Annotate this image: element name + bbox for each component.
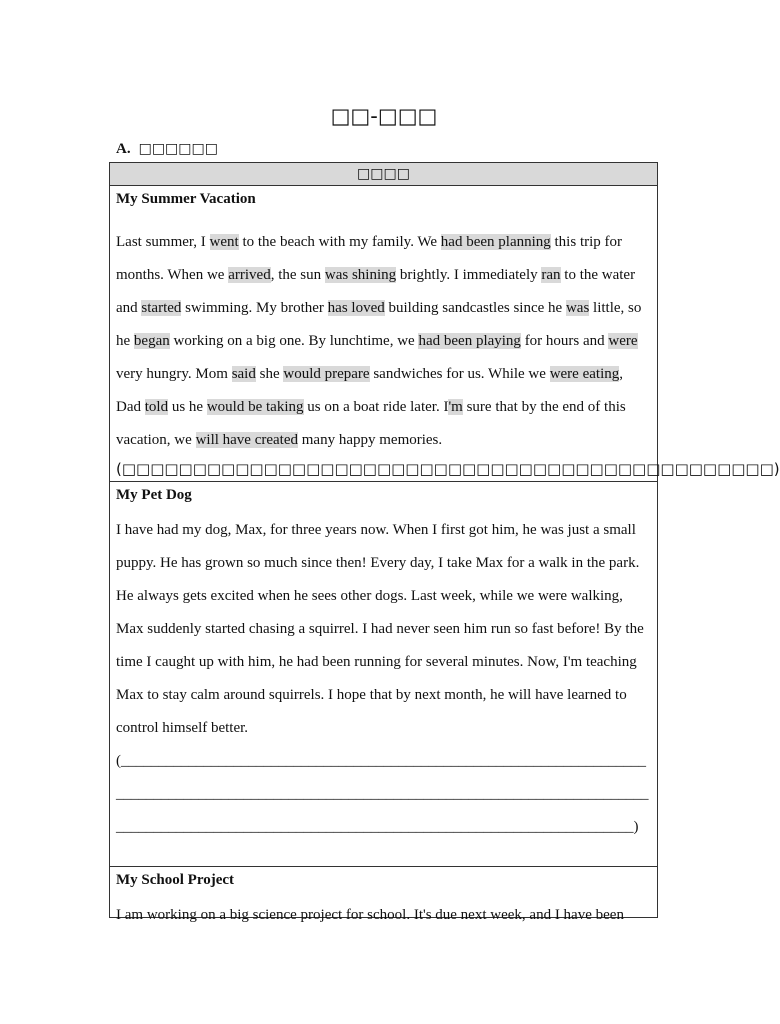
highlighted-verb: were — [608, 333, 638, 349]
highlighted-verb: began — [133, 333, 170, 349]
text-segment: us on a boat ride later. I — [303, 399, 449, 415]
highlighted-verb: had been planning — [440, 234, 551, 250]
text-segment: sure that by the end of this vacation, we — [116, 399, 626, 448]
page-title: □□-□□□ — [330, 104, 438, 128]
passage-text: I have had my dog, Max, for three years now. When I first got him, he was just a small puppy. He has grown so much since then! Every day, I take Max for a walk in the park. He always gets excited when he sees other dogs. Last week, while we were walking, Max suddenly started chasing a squirrel. I had never seen him run so fast before! By the time I caught up with him, he had been running for several minutes. Now, I'm teaching Max to stay calm around squirrels. I hope that by next month, he will have learned to control himself better. — [116, 522, 644, 736]
passage-text: I am working on a big science project for school. It's due next week, and I have been — [116, 907, 624, 923]
highlighted-verb: would be taking — [206, 399, 304, 415]
section-label — [116, 141, 218, 158]
passage-school-project — [110, 867, 657, 923]
answer-blank-line-1[interactable]: (______________________________________________________________________ — [116, 753, 646, 769]
highlighted-verb: were eating — [549, 366, 620, 382]
highlighted-verb: told — [144, 399, 169, 415]
highlighted-verb: said — [231, 366, 256, 382]
text-segment: to the beach with my family. We — [238, 234, 441, 250]
text-segment: , Dad — [116, 366, 623, 415]
text-segment: to the water and — [116, 267, 636, 316]
text-segment: for hours and — [520, 333, 609, 349]
highlighted-verb: would prepare — [283, 366, 370, 382]
highlighted-verb: went — [209, 234, 239, 250]
passage-note: (□□□□□□□□□□□□□□□□□□□□□□□□□□□□□□□□□□□□□□□□□□□□□□) — [116, 460, 780, 478]
passage-pet-dog — [110, 482, 657, 867]
highlighted-verb: 'm — [448, 399, 463, 415]
text-segment: she — [255, 366, 284, 382]
passage-summer-vacation — [110, 186, 780, 482]
section-letter: A. — [116, 141, 131, 157]
text-segment: this trip for months. When we — [116, 234, 623, 283]
passage-title: My Summer Vacation — [116, 191, 256, 207]
section-heading: □□□□□□ — [138, 141, 218, 157]
text-segment: working on a big one. By lunchtime, we — [169, 333, 419, 349]
answer-blank-line-3[interactable]: _____________________________________________________________________) — [116, 819, 639, 835]
text-segment: us he — [168, 399, 207, 415]
text-segment: brightly. I immediately — [396, 267, 542, 283]
text-segment: very hungry. Mom — [116, 366, 232, 382]
passage-text — [116, 226, 651, 457]
text-segment: little, so he — [116, 300, 642, 349]
text-segment: sandwiches for us. While we — [369, 366, 550, 382]
passage-title: My Pet Dog — [116, 487, 192, 503]
highlighted-verb: was — [565, 300, 590, 316]
table-header: □□□□ — [110, 163, 657, 186]
highlighted-verb: arrived — [228, 267, 271, 283]
highlighted-verb: started — [141, 300, 182, 316]
text-segment: building sandcastles since he — [384, 300, 566, 316]
text-segment: Last summer, I — [116, 234, 210, 250]
text-segment: swimming. My brother — [181, 300, 328, 316]
passage-title: My School Project — [116, 872, 235, 888]
text-segment: many happy memories. — [298, 432, 443, 448]
highlighted-verb: was shining — [324, 267, 397, 283]
highlighted-verb: had been playing — [418, 333, 521, 349]
highlighted-verb: has loved — [327, 300, 385, 316]
answer-blank-line-2[interactable]: _______________________________________________________________________ — [116, 786, 649, 802]
highlighted-verb: will have created — [195, 432, 299, 448]
exercise-table — [109, 162, 780, 923]
text-segment: , the sun — [270, 267, 325, 283]
highlighted-verb: ran — [541, 267, 561, 283]
